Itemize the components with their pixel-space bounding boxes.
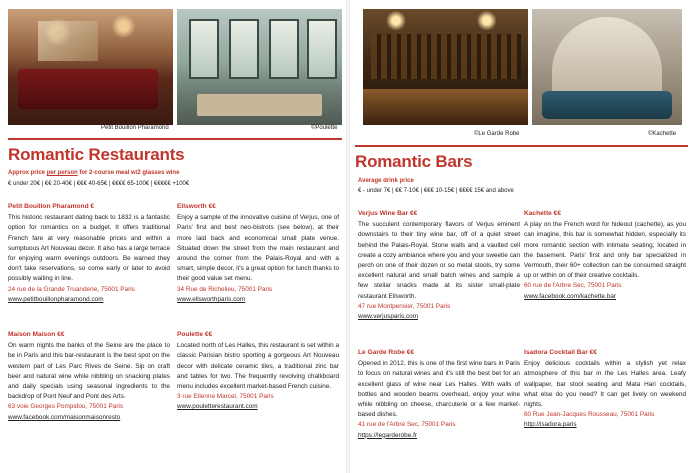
list-item (524, 209, 686, 302)
photo-caption: ©Le Garde Robe (474, 131, 520, 137)
entry-address: 34 Rue de Richelieu, 75001 Paris (177, 285, 273, 293)
entry-name: Ellsworth €€ (177, 203, 216, 210)
photo-detail (197, 94, 322, 116)
entry-description: Enjoy a sample of the innovative cuisine of Verjus, one of Paris' first and best neo-bistrots (see below), at their more laid back and economical small plate venue. Situated down the street from the main restaurant and around the corner from the Palais-Royal and with a smart, simple decor, it's a great option for lunch thanks to their good value set menu. (177, 214, 339, 283)
entry-name: Isadora Cocktail Bar €€ (524, 349, 597, 356)
entry-name: Verjus Wine Bar €€ (358, 210, 418, 217)
entry-name: Maison Maison €€ (8, 331, 65, 338)
entry-name: Kachette €€ (524, 210, 562, 217)
photo-detail (38, 21, 98, 61)
entry-address: 47 rue Montpensier, 75001 Paris (358, 302, 451, 310)
subtitle-part: Approx price (8, 170, 47, 176)
section-rule (355, 145, 688, 147)
entry-link[interactable]: www.facebook.com/maisonmaisonresto (8, 413, 121, 421)
photo-detail (371, 34, 521, 79)
list-item (8, 330, 170, 423)
list-item (177, 202, 339, 305)
price-legend: € - under 7€ | €€ 7-10€ | €€€ 10-15€ | €€€€ 15€ and above (358, 188, 514, 194)
entry-link[interactable]: www.petitbouillonpharamond.com (8, 295, 104, 303)
entry-description: Enjoy delicious cocktails within a stylish yet relax atmosphere of this bar in the Les Halles area. Leafy wallpaper, bar stool seating and Mata Hari cocktails, what else do you need? It can get lively on weekend nights. (524, 360, 686, 409)
entry-name: Poulette €€ (177, 331, 213, 338)
section-rule (8, 138, 342, 140)
entry-address: 60 rue de l'Arbre Sec, 75001 Paris (524, 282, 622, 290)
price-legend: € under 20€ | €€ 20-40€ | €€€ 40-65€ | €€€€ 65-100€ | €€€€€ +100€ (8, 181, 190, 187)
list-item (358, 348, 520, 441)
subtitle-part: Average drink price (358, 178, 414, 184)
photo-detail (542, 91, 672, 119)
entry-description: A play on the French word for hideout (cachette), as you can imagine, this bar is somewhat hidden, especially its more romantic section with intimate seating, located in the basement. Paris' first and only bar specialized in Vermouth, their 60+ collection can be consumed straight up or within on of their creative cocktails. (524, 221, 686, 280)
entry-link[interactable]: http://isadora.paris (524, 421, 577, 429)
entry-address: 3 rue Etienne Marcel, 75001 Paris (177, 393, 274, 401)
photo-kachette (532, 9, 682, 125)
entry-link[interactable]: https://legarderobe.fr (358, 431, 417, 439)
entry-address: 60 Rue Jean-Jacques Rousseau, 75001 Paris (524, 411, 655, 419)
list-item (8, 202, 170, 305)
entry-name: Petit Bouillon Pharamond € (8, 203, 95, 210)
section-title: Romantic Bars (355, 152, 473, 171)
subtitle-part: per person (46, 170, 78, 176)
entry-description: This historic restaurant dating back to 1832 is a fantastic option for romantics on a budget. It offers traditional French fare at very reasonable prices and within a sumptuous Art Nouveau decor. It also has a large terrace for enjoying warm evenings outdoors. Be warned they don't take reservations, so come early or later to avoid possibly waiting in line. (8, 214, 170, 283)
entry-address: 63 voie Georges Pompidou, 75001 Paris (8, 403, 124, 411)
photo-detail (307, 19, 337, 79)
entry-description: The succulent contemporary flavors of Verjus eminent downstairs to their tiny wine bar, off of a quiet street behind the Palais-Royal. Stone walls and a vaulted cell create a cozy ambiance where you and your sweetie can perch on one of their dozen or so metal stools, try some excellent natural and small batch wines and sample a few stellar snacks made at its sister small-plate restaurant Ellsworth. (358, 221, 520, 300)
photo-poulette (177, 9, 342, 125)
entry-description: Located north of Les Halles, this restaurant is set within a classic Parisian bistro sporting a gorgeous Art Nouveau decor with delicate ceramic tiles, a traditional zinc bar and tables for two. The frequently revolving chalkboard menu includes excellent market-based French cuisine. (177, 342, 339, 391)
photo-detail (229, 19, 259, 79)
photo-caption: Petit Bouillon Pharamond (101, 125, 169, 131)
photo-detail (189, 19, 219, 79)
photo-detail (269, 19, 299, 79)
entry-link[interactable]: www.facebook.com/kachette.bar (524, 292, 616, 300)
page-gutter (346, 0, 350, 473)
list-item (177, 330, 339, 413)
photo-detail (18, 69, 158, 109)
entry-description: On warm nights the banks of the Seine are the place to be in Paris and this bar-restaurant is the best spot on the western part of Les Parc Rives de Seine. Sip on craft beer and natural wine while nibbling on snacking plates and daily specials using seasonal ingredients to the backdrop of Pont Neuf and Pont des Arts. (8, 342, 170, 401)
section-subtitle (358, 178, 414, 184)
entry-link[interactable]: www.pouletterestaurant.com (177, 403, 258, 411)
entry-link[interactable]: www.verjusparis.com (358, 313, 419, 321)
photo-le-garde-robe (363, 9, 528, 125)
photo-caption: ©Poulette (311, 125, 338, 131)
entry-address: 41 rue de l'Arbre Sec, 75001 Paris (358, 421, 456, 429)
photo-petit-bouillon (8, 9, 173, 125)
section-subtitle (8, 170, 179, 176)
photo-caption: ©Kachette (648, 131, 677, 137)
entry-address: 24 rue de la Grande Truanderie, 75001 Paris (8, 285, 135, 293)
entry-link[interactable]: www.ellsworthparis.com (177, 295, 246, 303)
section-title: Romantic Restaurants (8, 145, 185, 164)
photo-detail (552, 17, 662, 97)
list-item (358, 209, 520, 322)
list-item (524, 348, 686, 431)
subtitle-part: for 2-course meal w/2 glasses wine (77, 170, 180, 176)
entry-description: Opened in 2012, this is one of the first wine bars in Paris to focus on natural wines and it's still the best bet for an excellent glass of wine near Les Halles. With walls of bottles and wooden beams overhead, enjoy your wine while nibbling on cheese, charcuterie or a few market-based dishes. (358, 360, 520, 419)
entry-name: Le Garde Robe €€ (358, 349, 415, 356)
photo-detail (363, 89, 528, 125)
